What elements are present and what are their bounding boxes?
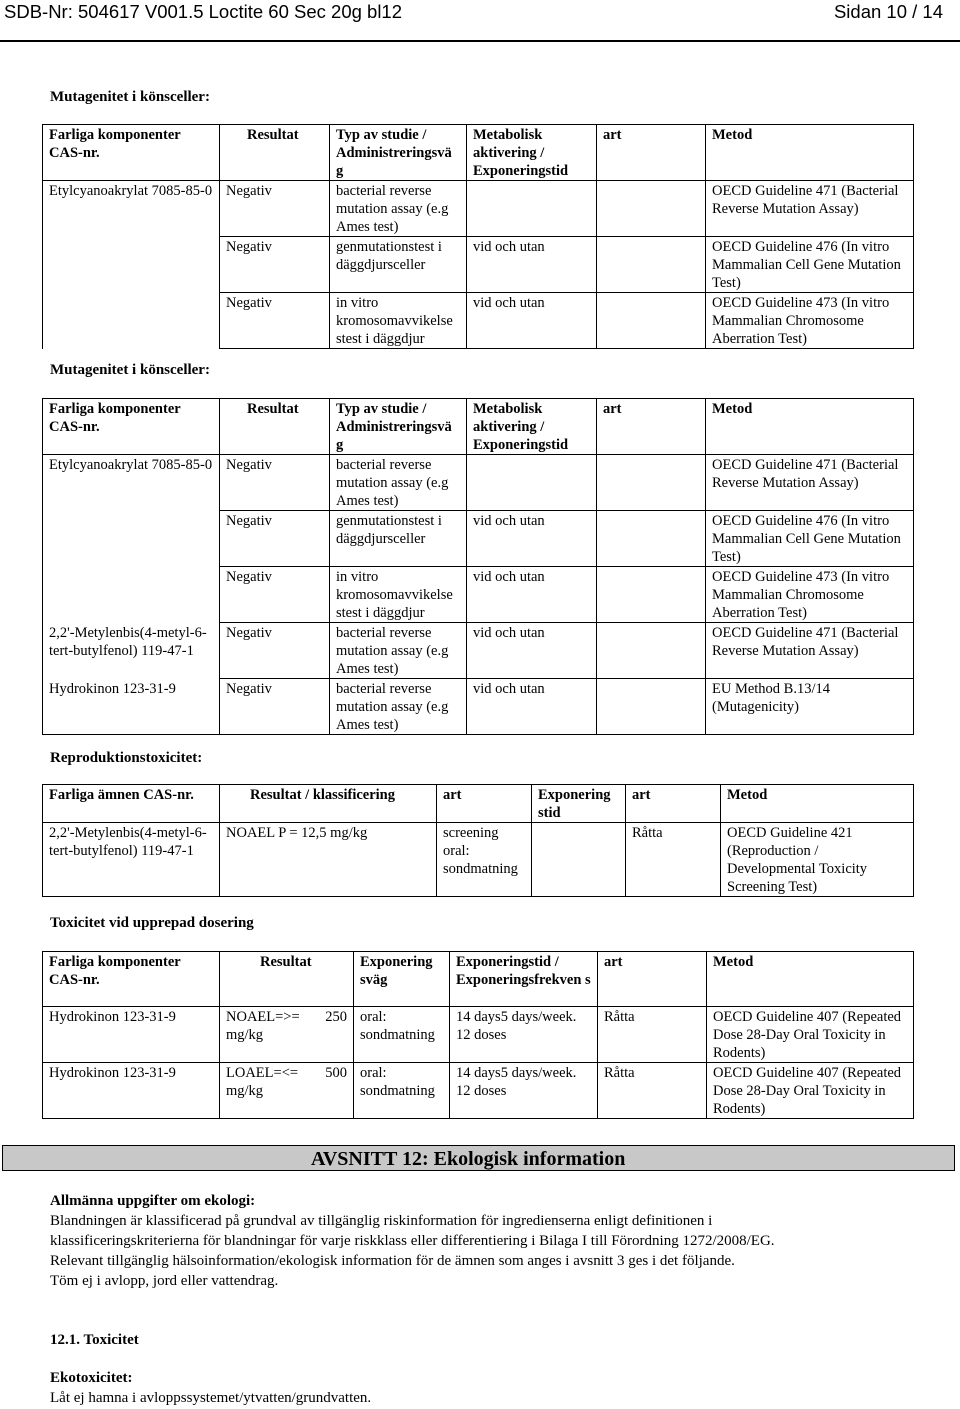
ecotoxicity-text: Låt ej hamna i avloppssystemet/ytvatten/grundvatten. <box>50 1390 372 1406</box>
mutagen2-heading: Mutagenitet i könsceller: <box>50 362 210 378</box>
col-header: Typ av studie / Administreringsvä g <box>330 399 467 455</box>
col-header: Exponeringstid / Exponeringsfrekven s <box>450 952 598 1007</box>
study-cell: bacterial reverse mutation assay (e.g Ames test) <box>330 181 467 237</box>
col-header: art <box>437 785 532 823</box>
substance-cell: Hydrokinon 123-31-9 <box>43 679 220 735</box>
table-row <box>43 1063 914 1119</box>
study-cell: in vitro kromosomavvikelse stest i däggdjur <box>330 567 467 623</box>
method-cell: OECD Guideline 476 (In vitro Mammalian Cell Gene Mutation Test) <box>706 511 914 567</box>
study-cell: bacterial reverse mutation assay (e.g Ames test) <box>330 455 467 511</box>
col-header: Metod <box>707 952 914 1007</box>
mutagen2-table <box>42 398 914 735</box>
paragraph-line: klassificeringskriterierna för blandningar för varje riskklass eller differentiering i Bilaga I till Förordning 1272/2008/EG. <box>50 1233 775 1249</box>
substance-cell: 2,2'-Metylenbis(4-metyl-6-tert-butylfenol) 119-47-1 <box>43 623 220 679</box>
method-cell: OECD Guideline 471 (Bacterial Reverse Mutation Assay) <box>706 181 914 237</box>
study-cell: genmutationstest i däggdjursceller <box>330 237 467 293</box>
col-header: art <box>597 399 706 455</box>
result-value: 500 <box>325 1065 347 1081</box>
result-unit: mg/kg <box>226 1083 264 1099</box>
page-number: Sidan 10 / 14 <box>833 1 943 22</box>
method-cell: OECD Guideline 407 (Repeated Dose 28-Day Oral Toxicity in Rodents) <box>707 1007 914 1063</box>
result-cell <box>220 1063 354 1119</box>
result-cell: Negativ <box>220 181 330 237</box>
duration-cell: 14 days5 days/week. 12 doses <box>450 1063 598 1119</box>
result-cell: Negativ <box>220 511 330 567</box>
substance-cell: 2,2'-Metylenbis(4-metyl-6-tert-butylfenol) 119-47-1 <box>43 823 220 897</box>
method-cell: OECD Guideline 471 (Bacterial Reverse Mutation Assay) <box>706 455 914 511</box>
study-cell: bacterial reverse mutation assay (e.g Ames test) <box>330 623 467 679</box>
species-cell: Råtta <box>598 1007 707 1063</box>
col-header: Metod <box>721 785 914 823</box>
method-cell: OECD Guideline 476 (In vitro Mammalian Cell Gene Mutation Test) <box>706 237 914 293</box>
table-header-row <box>43 125 914 181</box>
col-header: Resultat <box>220 125 330 181</box>
species-cell <box>597 567 706 623</box>
col-header: Farliga komponenter CAS-nr. <box>43 399 220 455</box>
species-cell <box>597 237 706 293</box>
activation-cell: vid och utan <box>467 623 597 679</box>
table-header-row <box>43 952 914 1007</box>
mutagen1-table <box>42 124 914 349</box>
study-cell: in vitro kromosomavvikelse stest i däggdjur <box>330 293 467 349</box>
col-header: Metabolisk aktivering / Exponeringstid <box>467 399 597 455</box>
toxicity-subheading: 12.1. Toxicitet <box>50 1332 139 1348</box>
activation-cell: vid och utan <box>467 511 597 567</box>
repro-heading: Reproduktionstoxicitet: <box>50 750 203 766</box>
col-header: art <box>598 952 707 1007</box>
route-cell: screening oral: sondmatning <box>437 823 532 897</box>
col-header: Resultat <box>220 399 330 455</box>
table-row <box>43 455 914 511</box>
ecology-paragraph <box>50 1211 775 1291</box>
table-row <box>43 1007 914 1063</box>
col-header: art <box>626 785 721 823</box>
result-value: 250 <box>325 1009 347 1025</box>
col-header: Farliga ämnen CAS-nr. <box>43 785 220 823</box>
activation-cell: vid och utan <box>467 293 597 349</box>
method-cell: OECD Guideline 421 (Reproduction / Developmental Toxicity Screening Test) <box>721 823 914 897</box>
col-header: Farliga komponenter CAS-nr. <box>43 952 220 1007</box>
col-header: art <box>597 125 706 181</box>
page-header <box>0 0 960 40</box>
repeat-table <box>42 951 914 1119</box>
mutagen1-heading: Mutagenitet i könsceller: <box>50 89 210 105</box>
activation-cell: vid och utan <box>467 567 597 623</box>
col-header: Exponering stid <box>532 785 626 823</box>
result-cell: NOAEL P = 12,5 mg/kg <box>220 823 437 897</box>
document-id: SDB-Nr: 504617 V001.5 Loctite 60 Sec 20g bl12 <box>4 1 403 22</box>
table-row <box>43 623 914 679</box>
table-header-row <box>43 785 914 823</box>
substance-cell: Etylcyanoakrylat 7085-85-0 <box>43 455 220 623</box>
activation-cell <box>467 455 597 511</box>
species-cell: Råtta <box>626 823 721 897</box>
method-cell: EU Method B.13/14 (Mutagenicity) <box>706 679 914 735</box>
col-header: Metod <box>706 399 914 455</box>
ecology-general-heading: Allmänna uppgifter om ekologi: <box>50 1193 256 1209</box>
table-header-row <box>43 399 914 455</box>
paragraph-line: Relevant tillgänglig hälsoinformation/ekologisk information för de ämnen som anges i avsnitt 3 ges i det följande. <box>50 1253 735 1269</box>
route-cell: oral: sondmatning <box>354 1063 450 1119</box>
duration-cell: 14 days5 days/week. 12 doses <box>450 1007 598 1063</box>
method-cell: OECD Guideline 473 (In vitro Mammalian Chromosome Aberration Test) <box>706 567 914 623</box>
ecotoxicity-heading: Ekotoxicitet: <box>50 1370 133 1386</box>
table-row <box>43 679 914 735</box>
species-cell <box>597 293 706 349</box>
species-cell <box>597 511 706 567</box>
result-cell: Negativ <box>220 293 330 349</box>
substance-cell: Hydrokinon 123-31-9 <box>43 1063 220 1119</box>
result-cell: Negativ <box>220 623 330 679</box>
table-row <box>43 181 914 237</box>
result-cell: Negativ <box>220 679 330 735</box>
col-header: Typ av studie / Administreringsvä g <box>330 125 467 181</box>
substance-cell: Etylcyanoakrylat 7085-85-0 <box>43 181 220 349</box>
species-cell <box>597 455 706 511</box>
species-cell <box>597 181 706 237</box>
paragraph-line: Blandningen är klassificerad på grundval av tillgänglig riskinformation för ingredienserna enligt definitionen i <box>50 1213 713 1229</box>
result-op: LOAEL=<= <box>226 1065 299 1081</box>
section-title: AVSNITT 12: Ekologisk information <box>311 1148 626 1170</box>
activation-cell: vid och utan <box>467 237 597 293</box>
substance-cell: Hydrokinon 123-31-9 <box>43 1007 220 1063</box>
col-header: Resultat <box>220 952 354 1007</box>
col-header: Metod <box>706 125 914 181</box>
repro-table <box>42 784 914 897</box>
method-cell: OECD Guideline 471 (Bacterial Reverse Mutation Assay) <box>706 623 914 679</box>
result-op: NOAEL=>= <box>226 1009 300 1025</box>
method-cell: OECD Guideline 473 (In vitro Mammalian Chromosome Aberration Test) <box>706 293 914 349</box>
col-header: Metabolisk aktivering / Exponeringstid <box>467 125 597 181</box>
study-cell: genmutationstest i däggdjursceller <box>330 511 467 567</box>
method-cell: OECD Guideline 407 (Repeated Dose 28-Day Oral Toxicity in Rodents) <box>707 1063 914 1119</box>
study-cell: bacterial reverse mutation assay (e.g Ames test) <box>330 679 467 735</box>
col-header: Exponering sväg <box>354 952 450 1007</box>
result-cell: Negativ <box>220 237 330 293</box>
species-cell <box>597 623 706 679</box>
activation-cell: vid och utan <box>467 679 597 735</box>
result-cell <box>220 1007 354 1063</box>
species-cell: Råtta <box>598 1063 707 1119</box>
table-row <box>43 823 914 897</box>
result-cell: Negativ <box>220 567 330 623</box>
result-unit: mg/kg <box>226 1027 264 1043</box>
repeat-heading: Toxicitet vid upprepad dosering <box>50 915 254 931</box>
header-rule <box>0 40 960 42</box>
col-header: Farliga komponenter CAS-nr. <box>43 125 220 181</box>
col-header: Resultat / klassificering <box>220 785 437 823</box>
route-cell: oral: sondmatning <box>354 1007 450 1063</box>
paragraph-line: Töm ej i avlopp, jord eller vattendrag. <box>50 1273 279 1289</box>
duration-cell <box>532 823 626 897</box>
result-cell: Negativ <box>220 455 330 511</box>
activation-cell <box>467 181 597 237</box>
species-cell <box>597 679 706 735</box>
